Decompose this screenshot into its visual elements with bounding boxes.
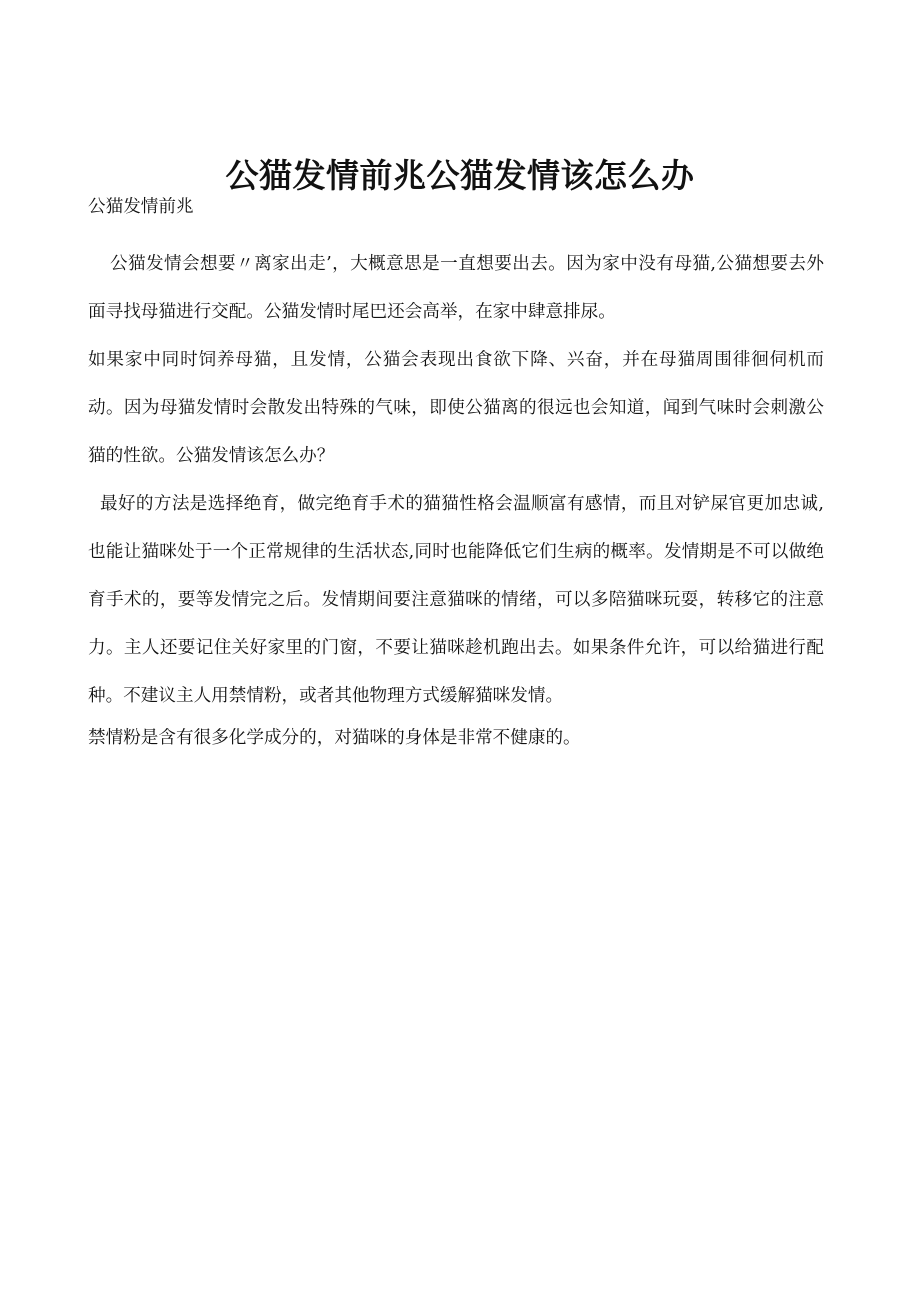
section-heading: 公猫发情前兆 [88, 197, 194, 217]
document-title: 公猫发情前兆公猫发情该怎么办 [225, 156, 695, 196]
paragraph: 如果家中同时饲养母猫，且发情，公猫会表现出食欲下降、兴奋，并在母猫周围徘徊伺机而动。因为母猫发情时会散发出特殊的气味，即使公猫离的很远也会知道，闻到气味时会刺激公猫的性欲。公猫发情该怎么办？ [88, 350, 824, 466]
document-body [88, 191, 824, 756]
paragraph: 禁情粉是含有很多化学成分的，对猫咪的身体是非常不健康的。 [88, 728, 581, 748]
paragraph: 公猫发情会想要〃离家出走’，大概意思是一直想要出去。因为家中没有母猫,公猫想要去外面寻找母猫进行交配。公猫发情时尾巴还会高举，在家中肆意排尿。 [88, 254, 824, 322]
paragraph: 最好的方法是选择绝育，做完绝育手术的猫猫性格会温顺富有感情，而且对铲屎官更加忠诚,也能让猫咪处于一个正常规律的生活状态,同时也能降低它们生病的概率。发情期是不可以做绝育手术的，要等发情完之后。发情期间要注意猫咪的情绪，可以多陪猫咪玩耍，转移它的注意力。主人还要记住关好家里的门窗，不要让猫咪趁机跑出去。如果条件允许，可以给猫进行配种。不建议主人用禁情粉，或者其他物理方式缓解猫咪发情。 [88, 494, 824, 706]
